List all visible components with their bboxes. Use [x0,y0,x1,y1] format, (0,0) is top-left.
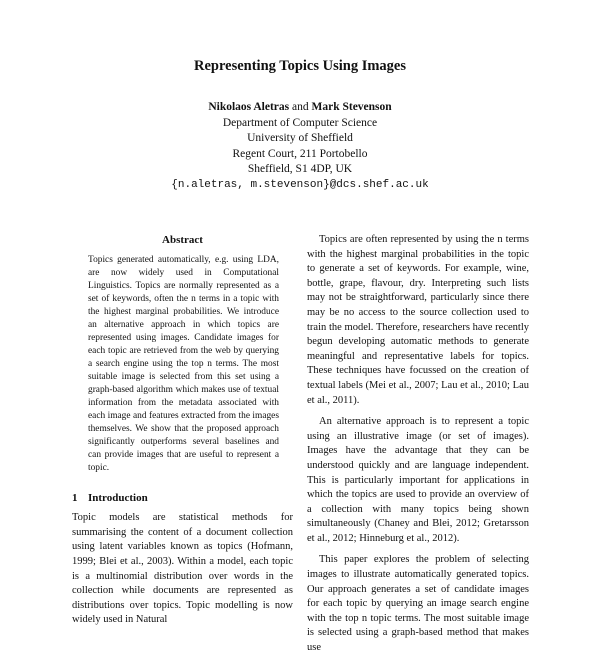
affiliation-line: Regent Court, 211 Portobello [232,147,368,160]
affiliation-line: Department of Computer Science [222,116,378,129]
section-heading [72,491,293,506]
intro-paragraph: Topic models are statistical methods for summarising the content of a document collection using latent variables known as topics (Hofmann, 1999; Blei et al., 2003). Within a model, each topic is a multinomial distribution over words in the collection while documents are represented as distributions over topics. Topic modelling is now widely used in Natural [72,512,293,626]
body-paragraph: An alternative approach is to represent a topic using an illustrative image (or set of images). Images have the advantage that they can be understood quickly and are language independent. This is particularly important for applications in which the topics are used to provide an overview of a collection with many topics being shown simultaneously (Chaney and Blei, 2012; Gretarsson et al., 2012; Hinneburg et al., 2012). [307,416,529,544]
right-column [307,233,529,663]
body-paragraph: Topics are often represented by using the n terms with the highest marginal probabilities in the topic to generate a set of keywords. For example, wine, bottle, grape, flavour, dry. Interpreting such lists may not be straightforward, particularly since there may be no access to the source collection used to train the model. Therefore, researchers have recently begun developing automatic methods to generate meaningful and representative labels for topics. These techniques have focussed on the creation of textual labels (Mei et al., 2007; Lau et al., 2010; Lau et al., 2011). [307,234,529,406]
affiliation-line: Sheffield, S1 4DP, UK [247,163,353,175]
left-column [72,233,293,635]
author-1: Nikolaos Aletras [208,101,290,113]
body-paragraph: This paper explores the problem of selecting images to illustrate automatically generated topics. Our approach generates a set of candidate images for each topic by querying an image search engine with the top n topic terms. The most suitable image is selected using a graph-based method that makes use [307,554,529,654]
abstract-heading: Abstract [162,234,203,246]
affiliation-line: University of Sheffield [247,132,353,144]
abstract-text: Topics generated automatically, e.g. using LDA, are now widely used in Computational Linguistics. Topics are normally represented as a set of keywords, often the n terms in a topic with the highest marginal probabilities. We introduce an alternative approach in which topics are represented using images. Candidate images for each topic are retrieved from the web by querying a search engine using the top n terms. The most suitable image is selected from this set using a graph-based algorithm which makes use of textual information from the metadata associated with each image and features extracted from the images themselves. We show that the proposed approach significantly outperforms several baselines and can provide images that are useful to represent a topic. [88,254,279,473]
author-2: Mark Stevenson [311,101,392,113]
author-email: {n.aletras, m.stevenson}@dcs.shef.ac.uk [171,178,429,191]
author-conjunction: and [292,101,309,113]
section-title: Introduction [88,491,148,504]
author-block [0,100,600,193]
author-names [0,100,600,116]
section-number: 1 [72,491,78,504]
paper-title: Representing Topics Using Images [193,58,407,74]
